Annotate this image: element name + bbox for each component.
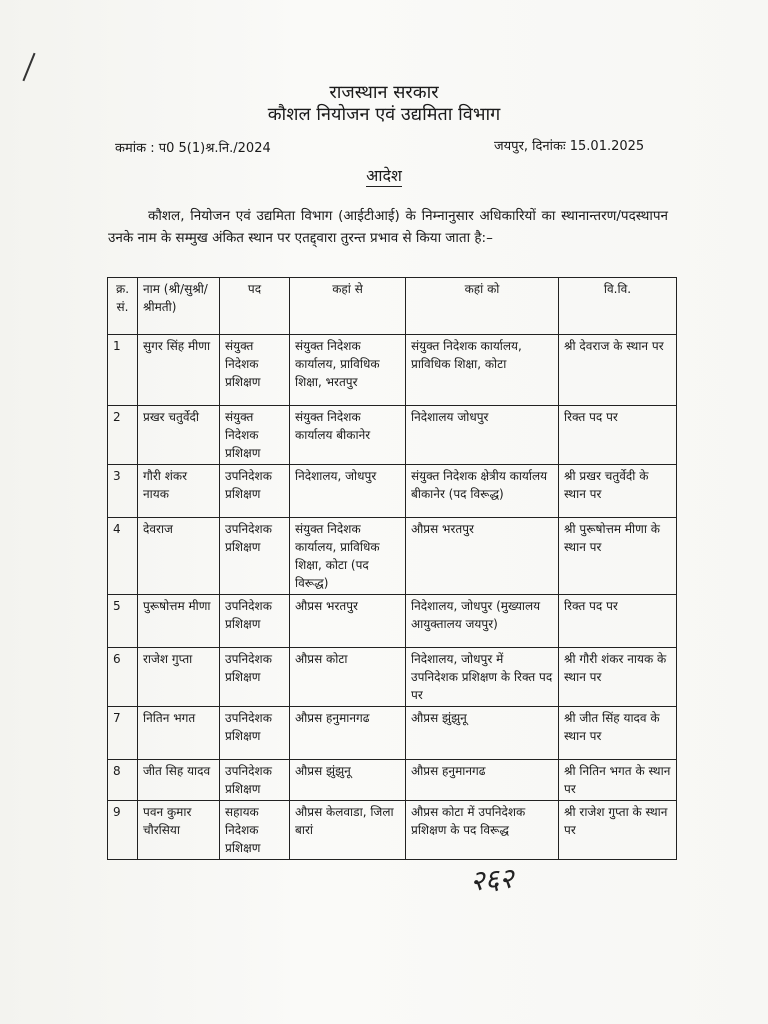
cell-remarks: श्री पुरूषोत्तम मीणा के स्थान पर [559, 518, 677, 595]
transfer-table [107, 277, 677, 860]
cell-sn: 6 [108, 648, 138, 707]
cell-remarks: श्री देवराज के स्थान पर [559, 335, 677, 406]
header-sn: क्र. सं. [108, 278, 138, 335]
cell-from: संयुक्त निदेशक कार्यालय, प्राविधिक शिक्षा, कोटा (पद विरूद्ध) [290, 518, 406, 595]
cell-name: राजेश गुप्ता [138, 648, 220, 707]
cell-post: संयुक्त निदेशक प्रशिक्षण [220, 335, 290, 406]
cell-name: नितिन भगत [138, 707, 220, 760]
header-post: पद [220, 278, 290, 335]
cell-sn: 2 [108, 406, 138, 465]
table-row [108, 518, 677, 595]
table-row [108, 801, 677, 860]
cell-from: संयुक्त निदेशक कार्यालय बीकानेर [290, 406, 406, 465]
cell-from: औप्रस भरतपुर [290, 595, 406, 648]
cell-name: सुगर सिंह मीणा [138, 335, 220, 406]
cell-post: उपनिदेशक प्रशिक्षण [220, 595, 290, 648]
reference-number: कमांक : प0 5(1)श्र.नि./2024 [115, 141, 271, 156]
table-row [108, 760, 677, 801]
header-from: कहां से [290, 278, 406, 335]
cell-sn: 4 [108, 518, 138, 595]
cell-remarks: श्री जीत सिंह यादव के स्थान पर [559, 707, 677, 760]
cell-remarks: रिक्त पद पर [559, 595, 677, 648]
cell-sn: 7 [108, 707, 138, 760]
order-heading [0, 164, 768, 186]
cell-name: पुरूषोत्तम मीणा [138, 595, 220, 648]
cell-post: उपनिदेशक प्रशिक्षण [220, 707, 290, 760]
table-row [108, 707, 677, 760]
cell-post: उपनिदेशक प्रशिक्षण [220, 760, 290, 801]
cell-sn: 5 [108, 595, 138, 648]
cell-name: पवन कुमार चौरसिया [138, 801, 220, 860]
header-to: कहां को [406, 278, 559, 335]
cell-post: सहायक निदेशक प्रशिक्षण [220, 801, 290, 860]
cell-sn: 8 [108, 760, 138, 801]
cell-remarks: रिक्त पद पर [559, 406, 677, 465]
cell-remarks: श्री नितिन भगत के स्थान पर [559, 760, 677, 801]
cell-post: संयुक्त निदेशक प्रशिक्षण [220, 406, 290, 465]
table-row [108, 648, 677, 707]
cell-sn: 1 [108, 335, 138, 406]
cell-sn: 3 [108, 465, 138, 518]
handwritten-page-mark: २६२ [468, 861, 515, 898]
cell-remarks: श्री गौरी शंकर नायक के स्थान पर [559, 648, 677, 707]
cell-to: औप्रस झुंझुनू [406, 707, 559, 760]
cell-from: औप्रस झुंझुनू [290, 760, 406, 801]
cell-name: जीत सिह यादव [138, 760, 220, 801]
cell-remarks: श्री प्रखर चतुर्वेदी के स्थान पर [559, 465, 677, 518]
cell-from: निदेशालय, जोधपुर [290, 465, 406, 518]
table-row [108, 465, 677, 518]
table-row [108, 406, 677, 465]
margin-mark [22, 53, 35, 82]
cell-to: औप्रस कोटा में उपनिदेशक प्रशिक्षण के पद विरूद्ध [406, 801, 559, 860]
cell-to: औप्रस हनुमानगढ [406, 760, 559, 801]
cell-sn: 9 [108, 801, 138, 860]
cell-remarks: श्री राजेश गुप्ता के स्थान पर [559, 801, 677, 860]
cell-from: संयुक्त निदेशक कार्यालय, प्राविधिक शिक्षा, भरतपुर [290, 335, 406, 406]
header-remarks: वि.वि. [559, 278, 677, 335]
cell-to: निदेशालय जोधपुर [406, 406, 559, 465]
table-row [108, 595, 677, 648]
cell-name: प्रखर चतुर्वेदी [138, 406, 220, 465]
cell-name: गौरी शंकर नायक [138, 465, 220, 518]
order-paragraph: कौशल, नियोजन एवं उद्यमिता विभाग (आईटीआई) के निम्नानुसार अधिकारियों का स्थानान्तरण/पदस्थापन उनके नाम के सम्मुख अंकित स्थान पर एतद्द्वारा तुरन्त प्रभाव से किया जाता है:– [108, 208, 668, 246]
cell-from: औप्रस हनुमानगढ [290, 707, 406, 760]
order-heading-text: आदेश [366, 166, 402, 185]
department-title: कौशल नियोजन एवं उद्यमिता विभाग [267, 104, 501, 125]
table-row [108, 335, 677, 406]
header-name: नाम (श्री/सुश्री/श्रीमती) [138, 278, 220, 335]
cell-post: उपनिदेशक प्रशिक्षण [220, 518, 290, 595]
government-title: राजस्थान सरकार [329, 82, 439, 103]
place-and-date: जयपुर, दिनांकः 15.01.2025 [494, 139, 645, 154]
cell-to: संयुक्त निदेशक कार्यालय, प्राविधिक शिक्षा, कोटा [406, 335, 559, 406]
cell-to: निदेशालय, जोधपुर (मुख्यालय आयुक्तालय जयपुर) [406, 595, 559, 648]
cell-name: देवराज [138, 518, 220, 595]
cell-from: औप्रस केलवाडा, जिला बारां [290, 801, 406, 860]
cell-post: उपनिदेशक प्रशिक्षण [220, 465, 290, 518]
cell-to: संयुक्त निदेशक क्षेत्रीय कार्यालय बीकानेर (पद विरूद्ध) [406, 465, 559, 518]
cell-to: निदेशालय, जोधपुर में उपनिदेशक प्रशिक्षण के रिक्त पद पर [406, 648, 559, 707]
cell-to: औप्रस भरतपुर [406, 518, 559, 595]
table-header-row [108, 278, 677, 335]
cell-from: औप्रस कोटा [290, 648, 406, 707]
cell-post: उपनिदेशक प्रशिक्षण [220, 648, 290, 707]
